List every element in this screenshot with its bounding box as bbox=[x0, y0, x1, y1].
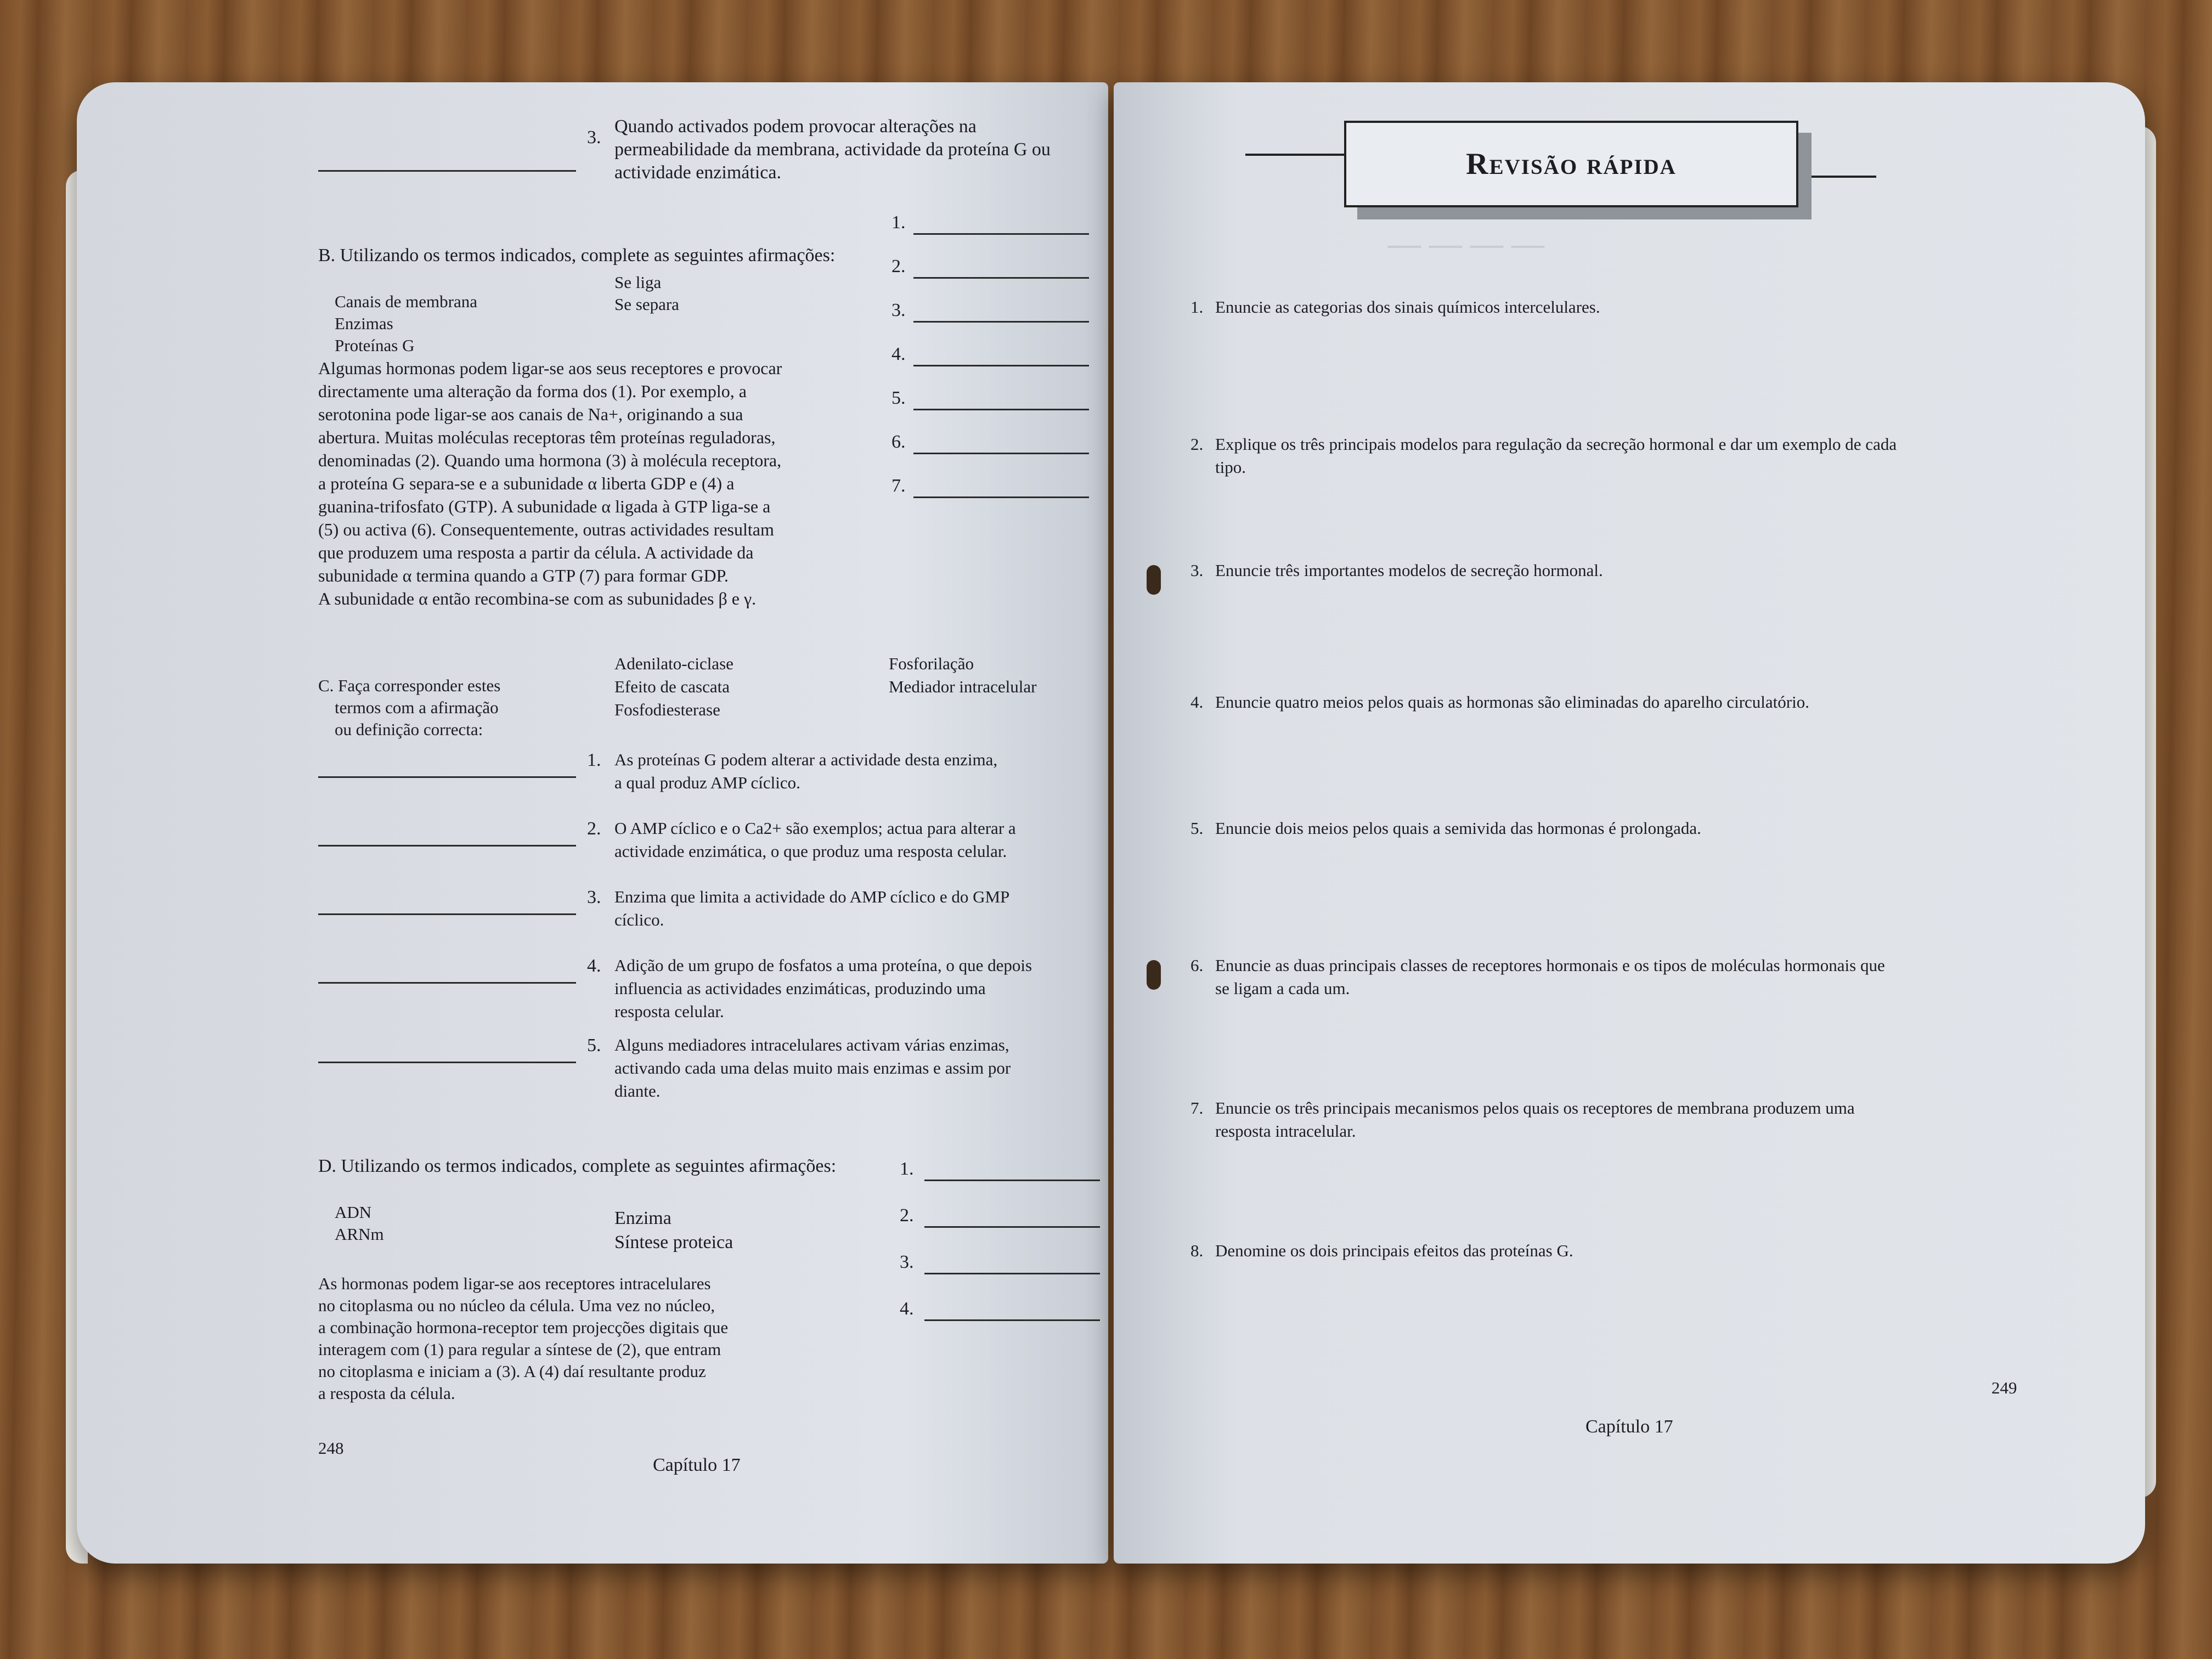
left-page bbox=[77, 82, 1108, 1564]
question-number: 7. bbox=[1190, 1098, 1204, 1118]
item-text: Alguns mediadores intracelulares activam várias enzimas, bbox=[614, 1035, 1009, 1054]
section-d-instruction: D. Utilizando os termos indicados, complete as seguintes afirmações: bbox=[318, 1156, 837, 1176]
chapter-footer: Capítulo 17 bbox=[653, 1455, 741, 1475]
answer-blank[interactable] bbox=[913, 277, 1089, 279]
term: Canais de membrana bbox=[335, 292, 477, 311]
item-number: 5. bbox=[587, 1035, 601, 1056]
term: Adenilato-ciclase bbox=[614, 654, 733, 673]
term: Se liga bbox=[614, 273, 662, 292]
answer-blank[interactable] bbox=[924, 1273, 1100, 1274]
term: Efeito de cascata bbox=[614, 677, 730, 696]
item-text: activando cada uma delas muito mais enzimas e assim por bbox=[614, 1058, 1011, 1077]
item-text: cíclico. bbox=[614, 910, 664, 929]
answer-number: 7. bbox=[891, 476, 906, 496]
right-page bbox=[1114, 82, 2145, 1564]
section-c-instruction: C. Faça corresponder estes bbox=[318, 676, 501, 695]
answer-number: 1. bbox=[891, 212, 906, 233]
answer-blank[interactable] bbox=[318, 913, 576, 915]
answer-number: 5. bbox=[891, 388, 906, 408]
question-text: Denomine os dois principais efeitos das proteínas G. bbox=[1215, 1241, 1573, 1260]
answer-blank[interactable] bbox=[913, 409, 1089, 410]
question-number: 5. bbox=[1190, 819, 1204, 838]
term: ADN bbox=[335, 1203, 372, 1222]
answer-blank[interactable] bbox=[913, 496, 1089, 498]
item-text: influencia as actividades enzimáticas, produzindo uma bbox=[614, 979, 986, 998]
item-text: As proteínas G podem alterar a actividade desta enzima, bbox=[614, 750, 998, 769]
item-number: 2. bbox=[587, 819, 601, 839]
question-text: Enuncie três importantes modelos de secreção hormonal. bbox=[1215, 561, 1603, 580]
answer-blank[interactable] bbox=[318, 845, 576, 847]
question-text: tipo. bbox=[1215, 458, 1246, 477]
answer-blank[interactable] bbox=[318, 982, 576, 984]
item-number: 3. bbox=[587, 127, 601, 148]
question-text: Enuncie quatro meios pelos quais as hormonas são eliminadas do aparelho circulatório. bbox=[1215, 692, 1809, 712]
item-text: Adição de um grupo de fosfatos a uma proteína, o que depois bbox=[614, 956, 1032, 975]
term: Fosforilação bbox=[889, 654, 974, 673]
question-number: 8. bbox=[1190, 1241, 1204, 1260]
section-c-instruction: ou definição correcta: bbox=[335, 720, 483, 739]
answer-blank[interactable] bbox=[913, 233, 1089, 235]
item-text: permeabilidade da membrana, actividade da proteína G ou bbox=[614, 139, 1051, 160]
question-number: 4. bbox=[1190, 692, 1204, 712]
question-text: Explique os três principais modelos para regulação da secreção hormonal e dar um exemplo de cada bbox=[1215, 435, 1897, 454]
term: Mediador intracelular bbox=[889, 677, 1037, 696]
answer-blank[interactable] bbox=[318, 170, 576, 172]
question-number: 1. bbox=[1190, 297, 1204, 317]
item-number: 3. bbox=[587, 887, 601, 907]
section-b-paragraph: Algumas hormonas podem ligar-se aos seus receptores e provocar directamente uma alteração da forma dos (1). Por exemplo, a serotonina pode ligar-se aos canais de Na+, originando a sua abertura. Muitas moléculas receptoras têm proteínas reguladoras, denominadas (2). Quando uma hormona (3) à molécula receptora, a proteína G separa-se e a subunidade α liberta GDP e (4) a guanina-trifosfato (GTP). A subunidade α ligada à GTP liga-se a (5) ou activa (6). Consequentemente, outras actividades resultam que produzem uma resposta a partir da célula. A actividade da subunidade α termina quando a GTP (7) para formar GDP. A subunidade α então recombina-se com as subunidades β e γ. bbox=[318, 358, 782, 608]
answer-number: 4. bbox=[900, 1299, 914, 1319]
bleed-through-text: — — — — bbox=[1388, 225, 1544, 262]
section-c-instruction: termos com a afirmação bbox=[335, 698, 499, 717]
term: Síntese proteica bbox=[614, 1232, 733, 1252]
item-text: Quando activados podem provocar alterações na bbox=[614, 116, 977, 137]
open-book bbox=[77, 82, 2145, 1564]
item-text: O AMP cíclico e o Ca2+ são exemplos; actua para alterar a bbox=[614, 819, 1016, 838]
item-text: resposta celular. bbox=[614, 1002, 724, 1021]
answer-blank[interactable] bbox=[913, 453, 1089, 454]
term: ARNm bbox=[335, 1224, 384, 1244]
term: Enzima bbox=[614, 1208, 672, 1228]
term: Proteínas G bbox=[335, 336, 415, 355]
answer-blank[interactable] bbox=[924, 1226, 1100, 1228]
question-text: resposta intracelular. bbox=[1215, 1121, 1356, 1141]
question-text: Enuncie os três principais mecanismos pelos quais os receptores de membrana produzem uma bbox=[1215, 1098, 1855, 1118]
item-text: actividade enzimática. bbox=[614, 162, 781, 183]
section-d-paragraph: As hormonas podem ligar-se aos receptores intracelulares no citoplasma ou no núcleo da célula. Uma vez no núcleo, a combinação hormona-receptor tem projecções digitais que interagem com (1) para regular a síntese de (2), que entram no citoplasma e iniciam a (3). A (4) daí resultante produz a resposta da célula. bbox=[318, 1274, 729, 1403]
question-number: 3. bbox=[1190, 561, 1204, 580]
item-text: Enzima que limita a actividade do AMP cíclico e do GMP bbox=[614, 887, 1010, 906]
answer-blank[interactable] bbox=[924, 1319, 1100, 1321]
question-number: 6. bbox=[1190, 956, 1204, 975]
page-number: 249 bbox=[1991, 1378, 2017, 1397]
chapter-footer: Capítulo 17 bbox=[1585, 1417, 1673, 1437]
item-number: 4. bbox=[587, 956, 601, 976]
answer-number: 2. bbox=[891, 256, 906, 276]
answer-number: 3. bbox=[891, 300, 906, 320]
page-number: 248 bbox=[318, 1438, 344, 1458]
term: Enzimas bbox=[335, 314, 393, 333]
answer-number: 6. bbox=[891, 432, 906, 452]
item-text: actividade enzimática, o que produz uma resposta celular. bbox=[614, 842, 1007, 861]
item-text: a qual produz AMP cíclico. bbox=[614, 773, 800, 792]
section-b-instruction: B. Utilizando os termos indicados, complete as seguintes afirmações: bbox=[318, 245, 836, 266]
question-text: Enuncie dois meios pelos quais a semivida das hormonas é prolongada. bbox=[1215, 819, 1701, 838]
answer-blank[interactable] bbox=[924, 1180, 1100, 1181]
answer-blank[interactable] bbox=[318, 776, 576, 778]
item-number: 1. bbox=[587, 750, 601, 770]
section-title: Revisão rápida bbox=[1466, 147, 1677, 181]
answer-blank[interactable] bbox=[318, 1062, 576, 1063]
question-text: se ligam a cada um. bbox=[1215, 979, 1350, 998]
term: Fosfodiesterase bbox=[614, 700, 720, 719]
question-text: Enuncie as duas principais classes de receptores hormonais e os tipos de moléculas hormonais que bbox=[1215, 956, 1885, 975]
item-text: diante. bbox=[614, 1081, 661, 1101]
answer-number: 1. bbox=[900, 1159, 914, 1179]
answer-blank[interactable] bbox=[913, 365, 1089, 366]
answer-number: 2. bbox=[900, 1205, 914, 1226]
question-text: Enuncie as categorias dos sinais químicos intercelulares. bbox=[1215, 297, 1600, 317]
answer-blank[interactable] bbox=[913, 321, 1089, 323]
answer-number: 4. bbox=[891, 344, 906, 364]
term: Se separa bbox=[614, 295, 679, 314]
question-number: 2. bbox=[1190, 435, 1204, 454]
answer-number: 3. bbox=[900, 1252, 914, 1272]
